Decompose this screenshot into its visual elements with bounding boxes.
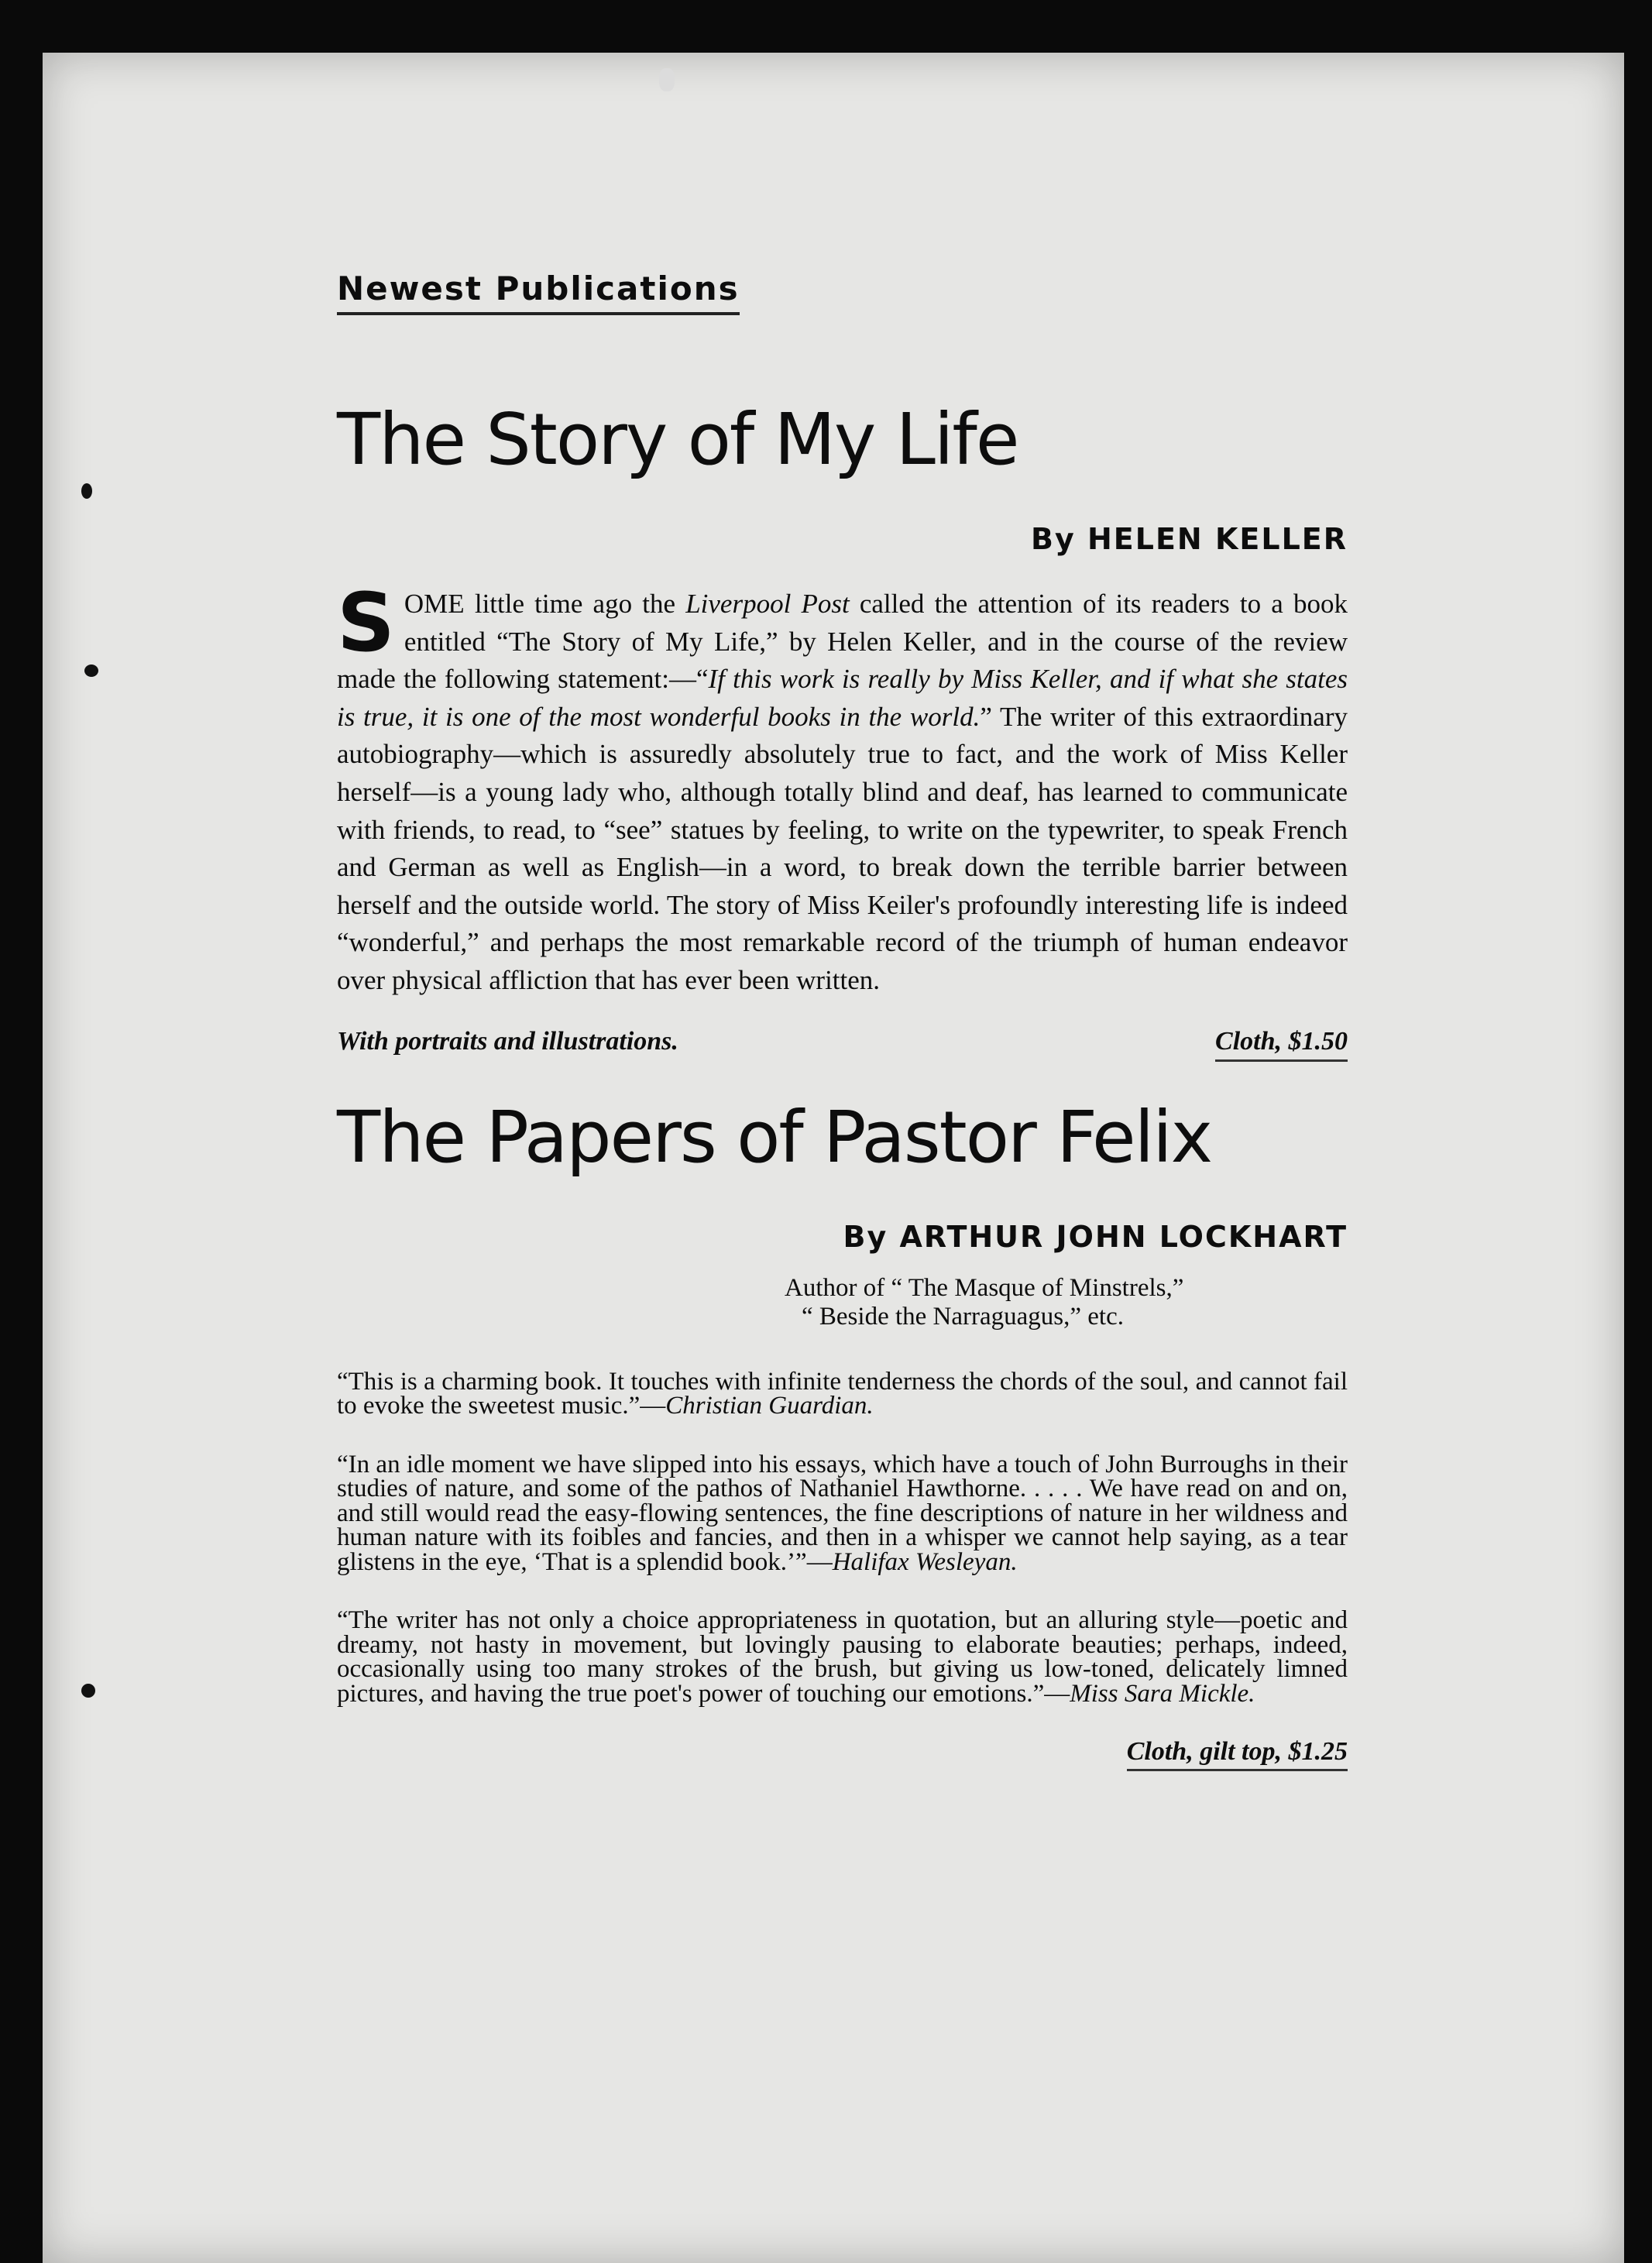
newspaper-name: Liverpool Post: [685, 589, 850, 619]
binding-mark: [81, 483, 92, 499]
author-byline: By HELEN KELLER: [1031, 522, 1348, 556]
drop-cap: S: [337, 575, 395, 670]
binding-mark: [84, 664, 98, 677]
book-page: [43, 53, 1624, 2263]
review-quote: “This is a charming book. It touches with infinite tenderness the chords of the soul, and cannot fail to evoke the sweetest music.”—Christian Guardian.: [337, 1367, 1348, 1420]
illustrations-note: With portraits and illustrations.: [337, 1026, 678, 1056]
author-credits: Author of “ The Masque of Minstrels,” “ Beside the Narraguagus,” etc.: [785, 1273, 1184, 1331]
advertisement-content: [337, 270, 1348, 1767]
binding-hole: [659, 68, 675, 91]
review-source: Halifax Wesleyan.: [832, 1547, 1018, 1576]
price-label: Cloth, $1.50: [1215, 1027, 1348, 1062]
price-label: Cloth, gilt top, $1.25: [1127, 1737, 1348, 1771]
review-quote: “In an idle moment we have slipped into his essays, which have a touch of John Burroughs in their studies of nature, and some of the pathos of Nathaniel Hawthorne. . . . . We have read on and on, and still would read the easy-flowing sentences, the fine descriptions of nature in her wildness and human nature with its foibles and fancies, and then in a whisper we cannot help saying, as a tear glistens in the eye, ‘That is a splendid book.’”—Halifax Wesleyan.: [337, 1450, 1348, 1576]
review-quote: “The writer has not only a choice appropriateness in quotation, but an alluring style—poetic and dreamy, not hasty in movement, but lovingly pausing to elaborate beauties; perhaps, indeed, occasionally using too many strokes of the brush, but giving us low-toned, delicately limned pictures, and having the true poet's power of touching our emotions.”—Miss Sara Mickle.: [337, 1606, 1348, 1708]
book-description: SOME little time ago the Liverpool Post called the attention of its readers to a book entitled “The Story of My Life,” by Helen Keller, and in the course of the review made the following statement:—“If this work is really by Miss Keller, and if what she states is true, it is one of the most wonderful books in the world.” The writer of this extraordinary autobiography—which is assuredly absolutely true to fact, and the work of Miss Keller herself—is a young lady who, although totally blind and deaf, has learned to communicate with friends, to read, to “see” statues by feeling, to write on the typewriter, to speak French and German as well as English—in a word, to break down the terrible barrier between herself and the outside world. The story of Miss Keiler's profoundly interesting life is indeed “wonderful,” and perhaps the most remarkable record of the triumph of human endeavor over physical affliction that has ever been written.: [337, 575, 1348, 995]
book-listing-2: [337, 1095, 1348, 1767]
binding-mark: [81, 1684, 95, 1698]
author-byline: By ARTHUR JOHN LOCKHART: [843, 1219, 1348, 1254]
book-title: The Story of My Life: [337, 398, 1018, 481]
book-listing-1: [337, 398, 1348, 1062]
book-title: The Papers of Pastor Felix: [337, 1095, 1212, 1179]
review-source: Miss Sara Mickle.: [1070, 1679, 1255, 1708]
review-source: Christian Guardian.: [665, 1392, 874, 1420]
book-meta: [337, 1737, 1348, 1767]
section-heading: Newest Publications: [337, 270, 740, 315]
book-meta: [337, 1027, 1348, 1062]
review-quote: If this work is really by Miss Keller, and if what she states is true, it is one of the most wonderful books in the world.: [337, 664, 1348, 732]
